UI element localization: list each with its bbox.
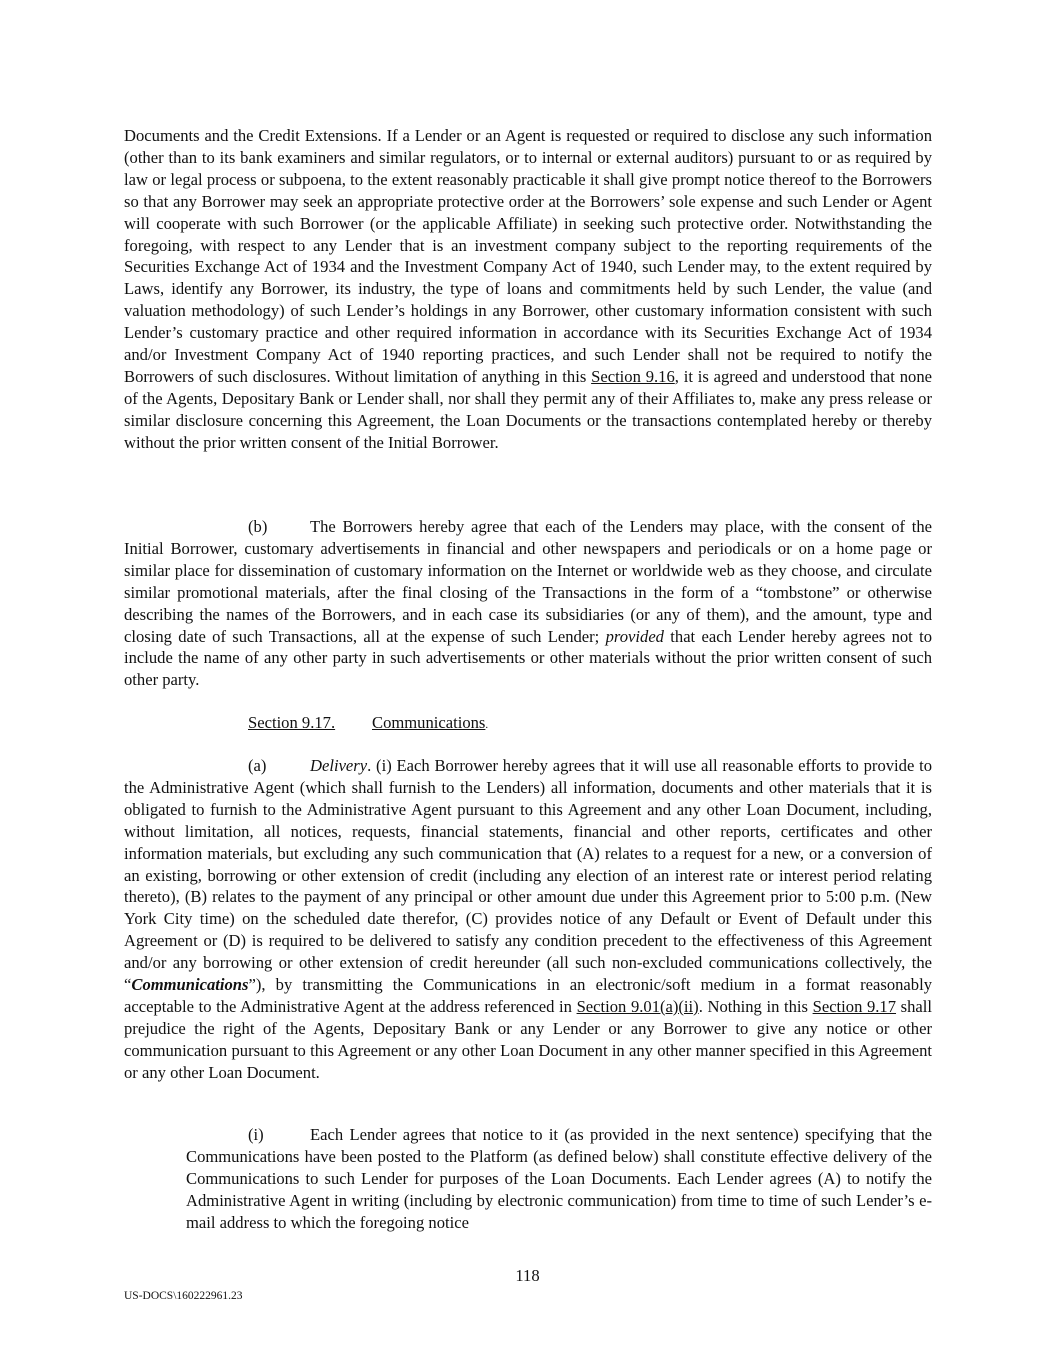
- paragraph-text: , it is agreed and understood that none of the Agents, Depositary Bank or Lender shall, nor shall they permit any of their Affiliates to, make any press release or similar disclosure concerning this Agreement, the Loan Documents or the transactions contemplated hereby or thereby without the prior written consent of the Initial Borrower.: [124, 366, 932, 452]
- paragraph-a: [124, 755, 932, 1084]
- page-number: 118: [515, 1266, 540, 1285]
- confidentiality-paragraph: [124, 125, 932, 454]
- provided-italic: provided: [605, 626, 664, 646]
- paragraph-label: (b): [248, 517, 268, 536]
- paragraph-text: Documents and the Credit Extensions. If a Lender or an Agent is requested or required to disclose any such information (other than to its bank examiners and similar regulators, or to internal or external auditors) pursuant to or as required by law or legal process or subpoena, to the extent reasonably practicable it shall give prompt notice thereof to the Borrowers so that any Borrower may seek an appropriate protective order at the Borrowers’ sole expense and such Lender or Agent will cooperate with such Borrower (or the applicable Affiliate) in seeking such protective order. Notwithstanding the foregoing, with respect to any Lender that is an investment company subject to the reporting requirements of the Securities Exchange Act of 1934 and the Investment Company Act of 1940, such Lender may, to the extent required by Laws, identify any Borrower, its industry, the type of loans and commitments held by such Lender, the value (and valuation methodology) of such Lender’s holdings in any Borrower, other customary information consistent with such Lender’s customary practice and other required information in accordance with its Securities Exchange Act of 1934 and/or Investment Company Act of 1940 reporting practices, and such Lender shall not be required to notify the Borrowers of such disclosures. Without limitation of anything in this: [124, 126, 932, 386]
- communications-defined-term: Communications: [131, 975, 249, 995]
- section-heading: [124, 712, 932, 737]
- paragraph-text: ”), by transmitting the Communications in an electronic/soft medium in a format reasonably acceptable to the Administrative Agent at the address referenced in: [124, 975, 932, 1016]
- document-id: US-DOCS\160222961.23: [124, 1290, 243, 1302]
- section-9-01-reference: Section 9.01(a)(ii): [576, 996, 699, 1016]
- paragraph-i: [124, 1124, 932, 1234]
- paragraph-text: . (i) Each Borrower hereby agrees that it will use all reasonable efforts to provide to the Administrative Agent (which shall furnish to the Lenders) all information, documents and other materials that it is obligated to furnish to the Administrative Agent pursuant to this Agreement and any other Loan Document, including, without limitation, all notices, requests, financial statements, financial and other reports, certificates and other information materials, but excluding any such communication that (A) relates to a request for a new, or a conversion of an existing, borrowing or other extension of credit (including any election of an interest rate or interest period relating thereto), (B) relates to the payment of any principal or other amount due under this Agreement prior to 5:00 p.m. (New York City time) on the scheduled date therefor, (C) provides notice of any Default or Event of Default under this Agreement or (D) is required to be delivered to satisfy any condition precedent to the effectiveness of this Agreement and/or any borrowing or other extension of credit hereunder (all such non-excluded communications collectively, the “: [124, 756, 932, 995]
- paragraph-label: (a): [248, 756, 267, 775]
- paragraph-label: (i): [248, 1125, 264, 1144]
- paragraph-text: The Borrowers hereby agree that each of the Lenders may place, with the consent of the Initial Borrower, customary advertisements in financial and other newspapers and periodicals or on a home page or similar place for dissemination of customary information on the Internet or worldwide web as they choose, and circulate similar promotional materials, after the final closing of the Transactions in the form of a “tombstone” or otherwise describing the names of the Borrowers, and in each case its subsidiaries (or any of them), and the amount, type and closing date of such Transactions, all at the expense of such Lender;: [124, 517, 932, 646]
- section-9-16-reference: Section 9.16: [591, 366, 675, 386]
- section-number: Section 9.17.: [248, 713, 336, 732]
- paragraph-text: shall prejudice the right of the Agents, Depositary Bank or any Lender or any Borrower to give any notice or other communication pursuant to this Agreement or any other Loan Document in any other manner specified in this Agreement or any other Loan Document.: [124, 996, 932, 1082]
- paragraph-text: . Nothing in this: [698, 996, 813, 1016]
- paragraph-text: Each Lender agrees that notice to it (as provided in the next sentence) specifying that the Communications have been posted to the Platform (as defined below) shall constitute effective delivery of the Communications to such Lender for purposes of the Loan Documents. Each Lender agrees (A) to notify the Administrative Agent in writing (including by electronic communication) from time to time of such Lender’s e-mail address to which the foregoing notice: [186, 1125, 932, 1232]
- delivery-heading: Delivery: [310, 756, 368, 775]
- paragraph-b: [124, 516, 932, 691]
- section-title-period: .: [485, 719, 489, 731]
- section-9-17-reference: Section 9.17: [812, 996, 897, 1016]
- paragraph-text: that each Lender hereby agrees not to include the name of any other party in such advertisements or other materials without the prior written consent of such other party.: [124, 626, 932, 690]
- section-title: Communications: [372, 713, 486, 732]
